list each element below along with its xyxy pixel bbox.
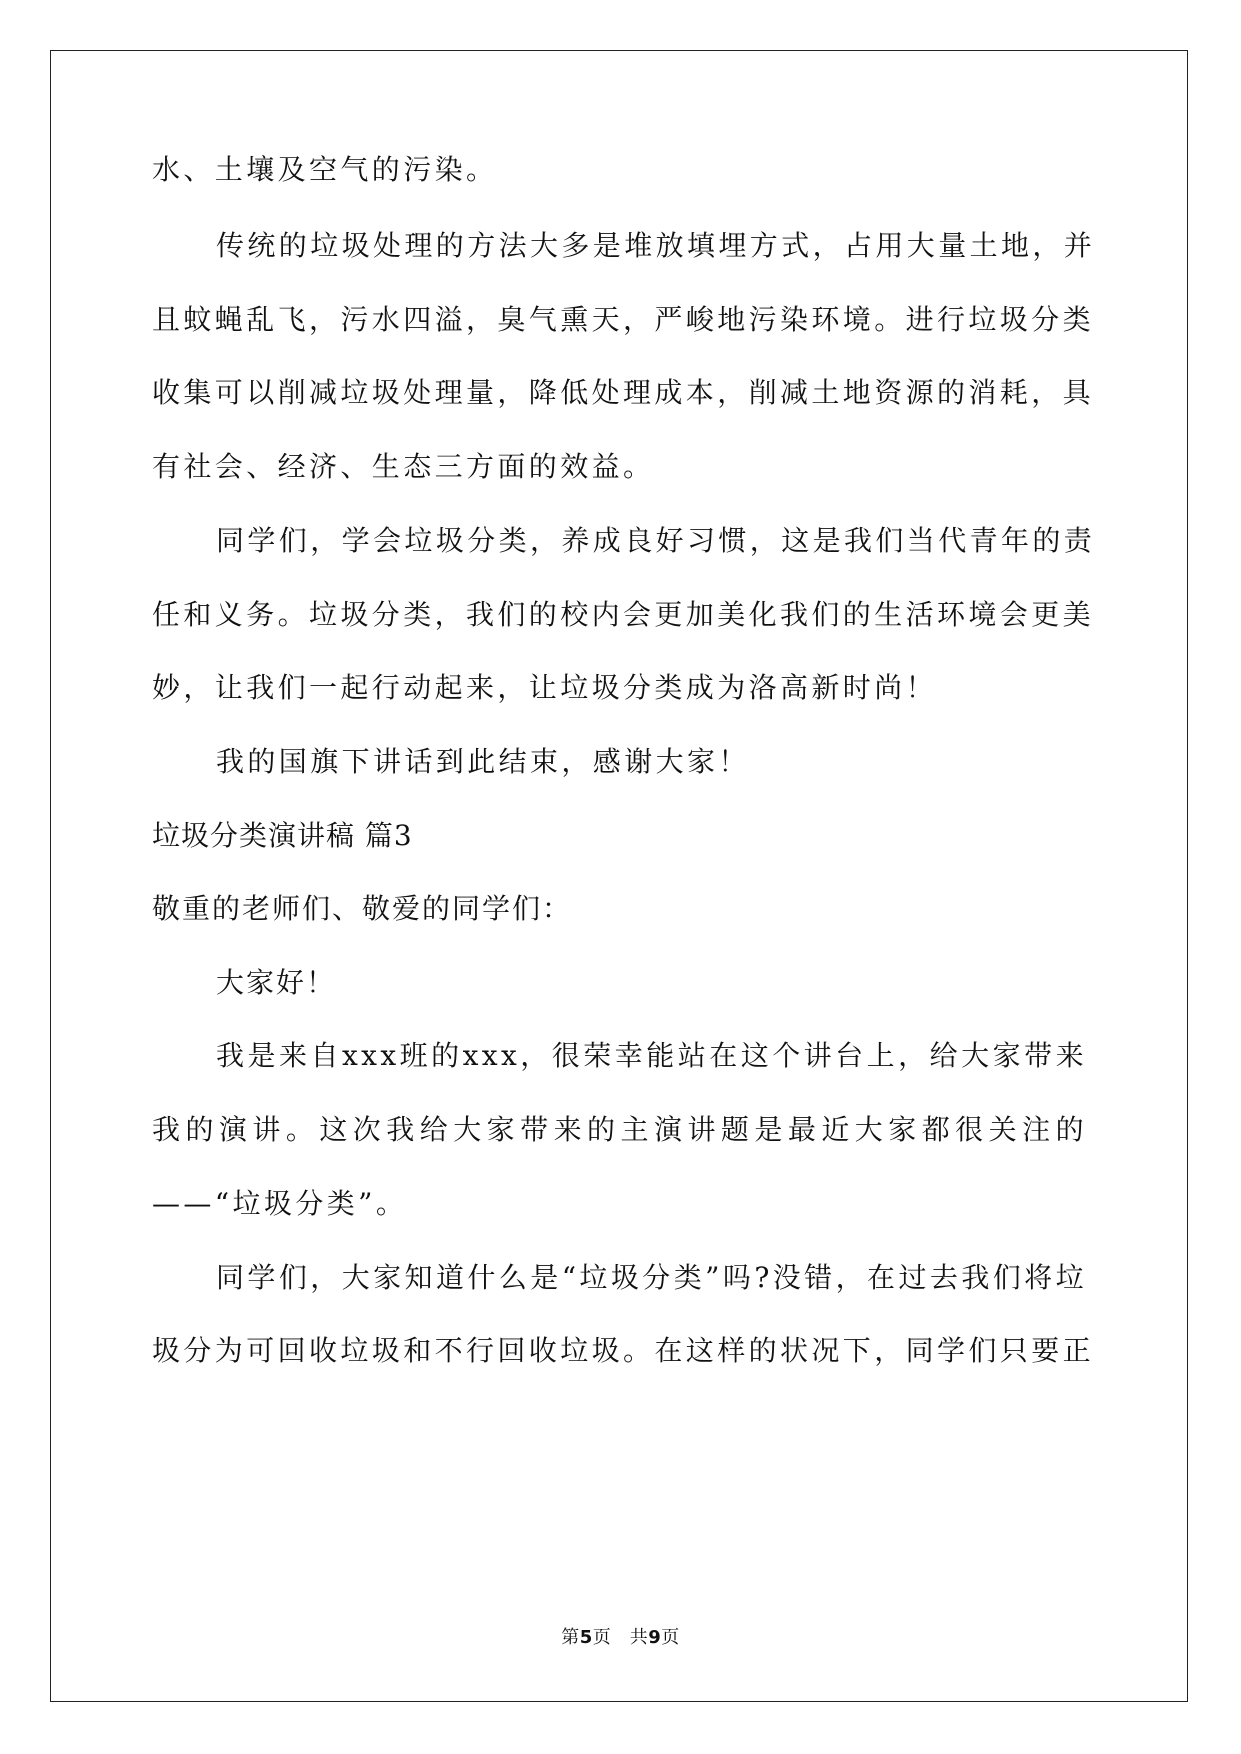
salutation: 敬重的老师们、敬爱的同学们： [152,892,573,925]
text-line: ——“垃圾分类”。 [152,1187,408,1220]
text-line: 传统的垃圾处理的方法大多是堆放填埋方式，占用大量土地，并 [216,229,1096,262]
text-line: 且蚊蝇乱飞，污水四溢，臭气熏天，严峻地污染环境。进行垃圾分类 [152,303,1095,336]
text-line: 妙，让我们一起行动起来，让垃圾分类成为洛高新时尚！ [152,671,938,704]
text-line: 同学们，大家知道什么是“垃圾分类”吗?没错，在过去我们将垃 [216,1261,1087,1294]
current-page-number: 5 [579,1627,593,1648]
footer-prefix: 第 [561,1627,580,1648]
footer-middle: 页 共 [592,1627,649,1648]
text-line: 我的国旗下讲话到此结束，感谢大家！ [216,745,750,778]
text-line: 有社会、经济、生态三方面的效益。 [152,450,655,483]
text-line: 圾分为可回收垃圾和不行回收垃圾。在这样的状况下，同学们只要正 [152,1334,1095,1367]
text-line: 同学们，学会垃圾分类，养成良好习惯，这是我们当代青年的责 [216,524,1096,557]
section-heading: 垃圾分类演讲稿 篇3 [152,819,413,852]
page-footer [0,1626,1241,1650]
footer-suffix: 页 [661,1627,680,1648]
greeting: 大家好！ [216,966,337,999]
total-pages-number: 9 [648,1627,662,1648]
text-line: 我是来自xxx班的xxx，很荣幸能站在这个讲台上，给大家带来 [216,1039,1087,1072]
text-line: 收集可以削减垃圾处理量，降低处理成本，削减土地资源的消耗，具 [152,376,1095,409]
text-line: 水、土壤及空气的污染。 [152,153,498,186]
text-line: 我的演讲。这次我给大家带来的主演讲题是最近大家都很关注的 [152,1113,1087,1146]
text-line: 任和义务。垃圾分类，我们的校内会更加美化我们的生活环境会更美 [152,598,1095,631]
